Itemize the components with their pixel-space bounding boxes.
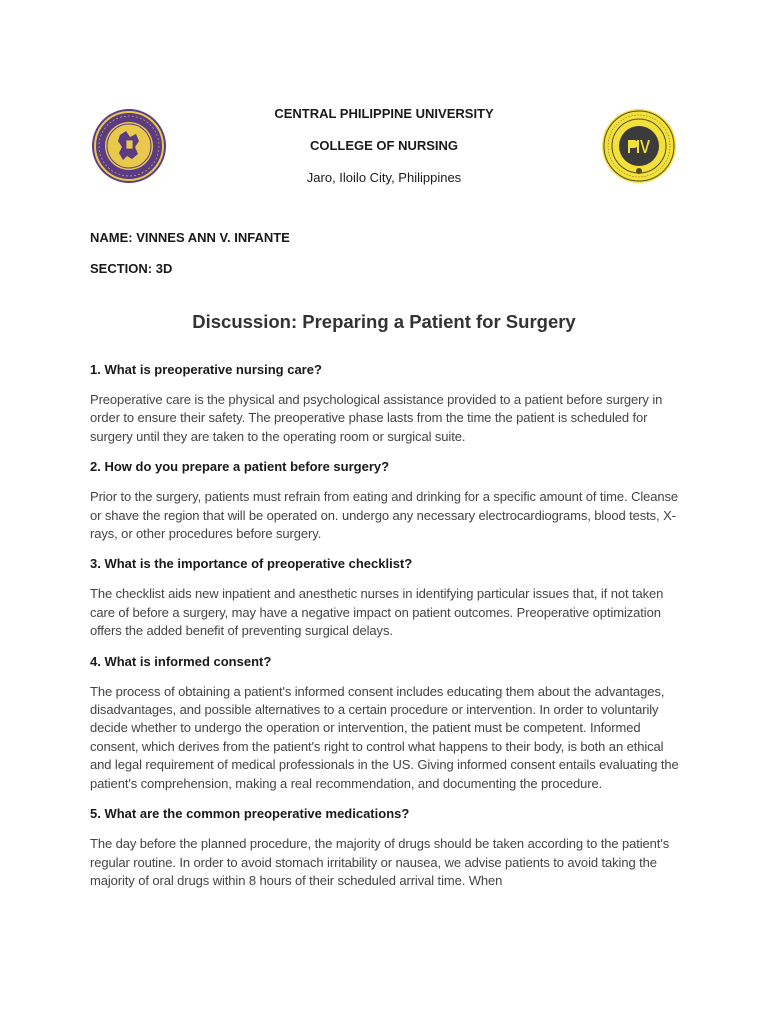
question-5: 5. What are the common preoperative medications? xyxy=(90,806,410,822)
student-section: SECTION: 3D xyxy=(90,261,173,276)
university-name: CENTRAL PHILIPPINE UNIVERSITY xyxy=(274,106,494,121)
question-1: 1. What is preoperative nursing care? xyxy=(90,362,322,377)
question-2: 2. How do you prepare a patient before surgery? xyxy=(90,459,390,475)
document-header xyxy=(0,106,768,186)
question-3: 3. What is the importance of preoperative checklist? xyxy=(90,556,413,572)
student-name: NAME: VINNES ANN V. INFANTE xyxy=(90,230,290,245)
answer-1: Preoperative care is the physical and psychological assistance provided to a patient before surgery in order to ensure their safety. The preoperative phase lasts from the time the patient is scheduled for surgery until they are taken to the operating room or surgical suite. xyxy=(90,392,663,444)
college-name: COLLEGE OF NURSING xyxy=(309,138,459,153)
address: Jaro, Iloilo City, Philippines xyxy=(306,170,462,185)
discussion-content xyxy=(90,361,680,902)
answer-2: Prior to the surgery, patients must refrain from eating and drinking for a specific amount of time. Cleanse or shave the region that will be operated on. undergo any necessary electrocardiograms, blood tests, X-rays, or other procedures before surgery. xyxy=(90,489,679,542)
answer-4: The process of obtaining a patient's informed consent includes educating them about the advantages, disadvantages, and possible alternatives to a certain procedure or intervention. In order to voluntarily decide whether to undergo the operation or intervention, the patient must be competent. Informed consent, which derives from the patient's right to control what happens to their body, is both an ethical and legal requirement of medical professionals in the US. Giving informed consent entails evaluating the patient's comprehension, making a real recommendation, and documenting the procedure. xyxy=(90,683,679,791)
question-4: 4. What is informed consent? xyxy=(90,653,272,669)
answer-5: The day before the planned procedure, the majority of drugs should be taken according to the patient's regular routine. In order to avoid stomach irritability or nausea, we advise patients to avoid taking the majority of oral drugs within 8 hours of their scheduled arrival time. When xyxy=(90,836,670,888)
document-title: Discussion: Preparing a Patient for Surgery xyxy=(192,311,576,332)
answer-3: The checklist aids new inpatient and anesthetic nurses in identifying particular issues that, if not taken care of before a surgery, may have a negative impact on patient outcomes. Preoperative optimization offers the added benefit of preventing surgical delays. xyxy=(90,586,664,639)
